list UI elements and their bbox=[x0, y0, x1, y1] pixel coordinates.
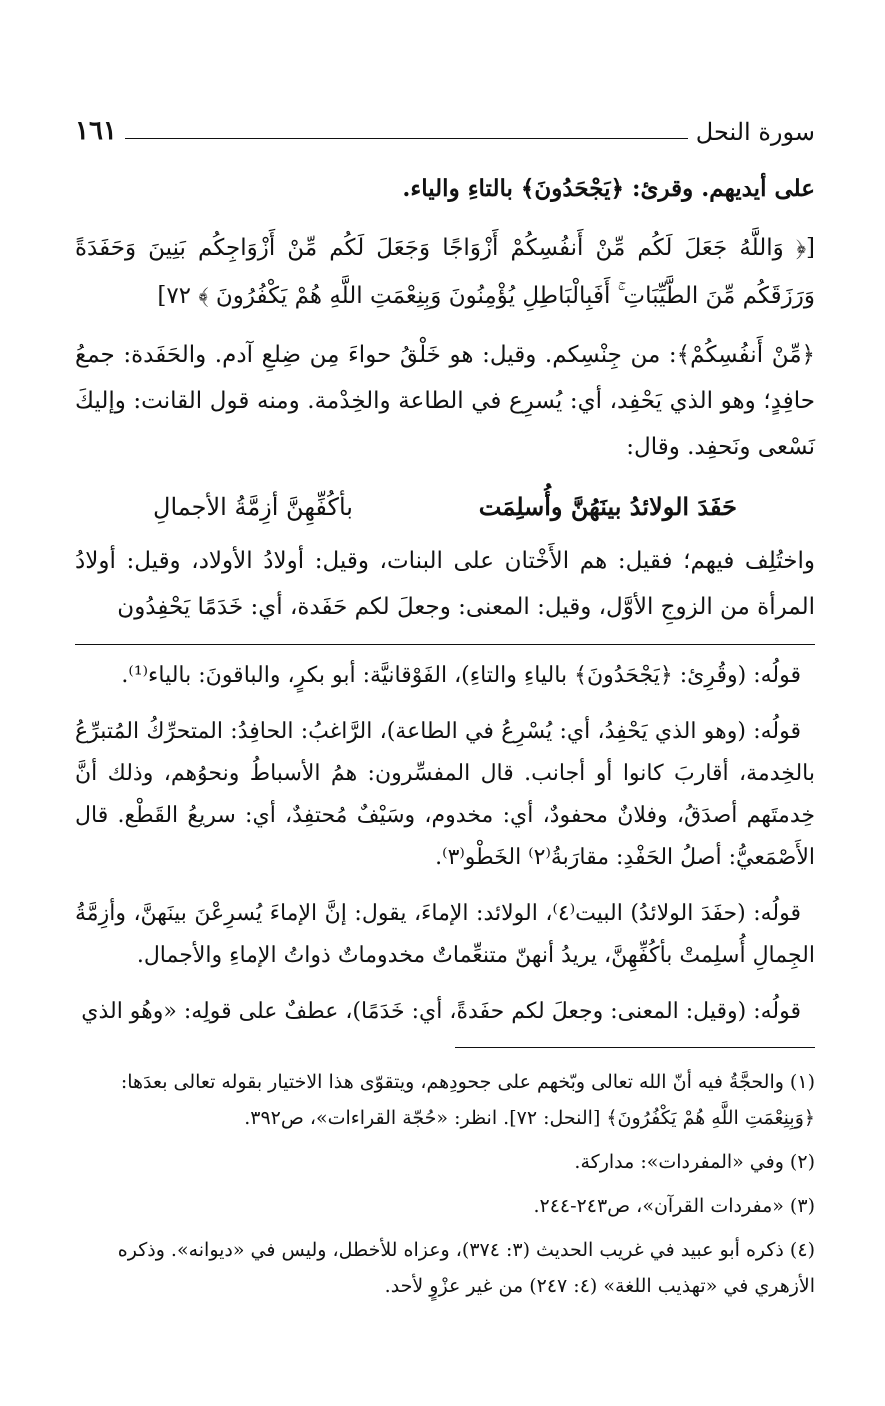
poem-second-hemistich: بأكُفِّهِنَّ أزِمَّةُ الأجمالِ bbox=[153, 493, 353, 521]
footnote-3: (٣) «مفردات القرآن»، ص٢٤٣-٢٤٤. bbox=[533, 1195, 815, 1217]
footnotes bbox=[75, 1064, 815, 1304]
commentary bbox=[75, 655, 815, 1033]
footnote-2: (٢) وفي «المفردات»: مداركة. bbox=[574, 1151, 815, 1173]
header-rule bbox=[125, 138, 688, 139]
main-paragraph-2: واختُلِف فيهم؛ فقيل: هم الأَخْتان على البنات، وقيل: أولادُ الأولاد، وقيل: أولادُ المرأة من الزوجِ الأوَّل، وقيل: المعنى: وجعلَ لكم حَفَدة، أي: خَدَمًا يَحْفِدُون bbox=[75, 548, 815, 620]
main-paragraph-1: ﴿مِّنْ أَنفُسِكُمْ﴾: من جِنْسِكم. وقيل: هو خَلْقُ حواءَ مِن ضِلعِ آدم. والحَفَدة: جمعُ حافِدٍ؛ وهو الذي يَحْفِد، أي: يُسرِع في الطاعة والخِدْمة. ومنه قول القانت: وإليكَ نَسْعى ونَحفِد. وقال: bbox=[75, 342, 815, 460]
footnote-1: (١) والحجَّةُ فيه أنّ الله تعالى وبّخهم على جحودِهم، ويتقوّى هذا الاختيار بقوله تعالى بعدَها: ﴿وَبِنِعْمَتِ اللَّهِ هُمْ يَكْفُرُونَ﴾ [النحل: ٧٢]. انظر: «حُجّة القراءات»، ص٣٩٢. bbox=[120, 1071, 815, 1129]
running-header bbox=[75, 110, 815, 146]
page-number: ١٦١ bbox=[75, 116, 117, 146]
commentary-paragraph-4: قولُه: (وقيل: المعنى: وجعلَ لكم حفَدةً، أي: خَدَمًا)، عطفٌ على قولِه: «وهُو الذي bbox=[81, 999, 801, 1024]
commentary-separator bbox=[75, 644, 815, 645]
poem-verse bbox=[75, 482, 815, 532]
intro-line: على أيديهم. وقرئ: ﴿يَجْحَدُونَ﴾ بالتاءِ والياء. bbox=[402, 175, 815, 202]
footnote-4: (٤) ذكره أبو عبيد في غريب الحديث (٣: ٣٧٤)، وعزاه للأخطل، وليس في «ديوانه». وذكره الأزهري في «تهذيب اللغة» (٤: ٢٤٧) من غير عزْوٍ لأحد. bbox=[117, 1239, 815, 1297]
commentary-paragraph-1: قولُه: (وقُرِئ: ﴿يَجْحَدُونَ﴾ بالياءِ والتاءِ)، الفَوْقانيَّة: أبو بكرٍ، والباقونَ: بالياء⁽¹⁾. bbox=[121, 663, 801, 688]
commentary-paragraph-2: قولُه: (وهو الذي يَحْفِدُ، أي: يُسْرِعُ في الطاعة)، الرَّاغبُ: الحافِدُ: المتحرِّكُ المُتبرِّعُ بالخِدمة، أقاربَ كانوا أو أجانب. قال المفسِّرون: همُ الأسباطُ ونحوُهم، وذلك أنَّ خِدمتَهم أصدَقُ، وفلانٌ محفودٌ، أي: مخدوم، وسَيْفٌ مُحتفِدٌ، أي: سريعُ القَطْع. قال الأَصْمَعيُّ: أصلُ الحَفْدِ: مقارَبةُ⁽٢⁾ الخَطْو⁽٣⁾. bbox=[75, 719, 815, 870]
main-text bbox=[75, 166, 815, 630]
surah-title: سورة النحل bbox=[695, 118, 815, 146]
commentary-paragraph-3: قولُه: (حفَدَ الولائدُ) البيت⁽٤⁾، الولائد: الإماءَ، يقول: إنَّ الإماءَ يُسرِعْنَ بينَهنَّ، وأزِمَّةُ الجِمالِ أُسلِمتْ بأكُفِّهِنَّ، يريدُ أنهنّ متنعِّماتٌ مخدوماتٌ ذواتُ الإماءِ والأجمال. bbox=[75, 901, 815, 968]
quran-verse: [﴿ وَاللَّهُ جَعَلَ لَكُم مِّنْ أَنفُسِكُمْ أَزْوَاجًا وَجَعَلَ لَكُم مِّنْ أَزْوَاجِكُم بَنِينَ وَحَفَدَةً وَرَزَقَكُم مِّنَ الطَّيِّبَاتِ ۚ أَفَبِالْبَاطِلِ يُؤْمِنُونَ وَبِنِعْمَتِ اللَّهِ هُمْ يَكْفُرُونَ ﴾ ٧٢] bbox=[75, 235, 815, 309]
poem-first-hemistich: حَفَدَ الولائدُ بينَهُنَّ وأُسلِمَت bbox=[478, 492, 737, 521]
footnote-separator bbox=[455, 1047, 815, 1048]
